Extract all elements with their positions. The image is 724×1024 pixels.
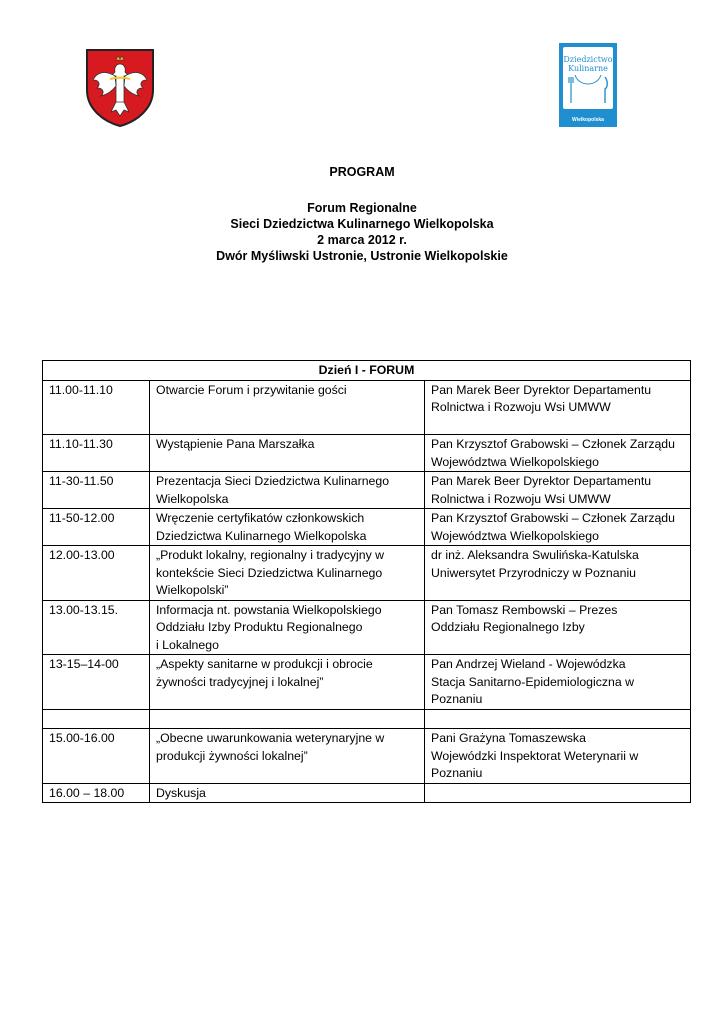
speaker-cell <box>425 435 691 472</box>
speaker-line: Pan Krzysztof Grabowski – Członek Zarządu <box>431 437 675 451</box>
time-cell <box>43 600 150 655</box>
topic-line: „Produkt lokalny, regionalny i tradycyjny w <box>156 548 385 562</box>
speaker-line: Poznaniu <box>431 692 483 706</box>
table-row <box>43 655 691 710</box>
table-row <box>43 709 691 729</box>
topic-line: Wielkopolski” <box>156 583 229 597</box>
speaker-line: Pan Andrzej Wieland - Wojewódzka <box>431 657 626 671</box>
speaker-line: dr inż. Aleksandra Swulińska-Katulska <box>431 548 639 562</box>
topic-line: „Aspekty sanitarne w produkcji i obrocie <box>156 657 373 671</box>
speaker-cell <box>425 709 691 729</box>
time-cell <box>43 655 150 710</box>
speaker-line: Pan Marek Beer Dyrektor Departamentu <box>431 382 652 397</box>
topic-line: Otwarcie Forum i przywitanie gości <box>156 382 347 397</box>
speaker-line: Rolnictwa i Rozwoju Wsi UMWW <box>431 491 611 506</box>
time-cell <box>43 729 150 784</box>
speaker-line <box>431 711 684 729</box>
time-cell <box>43 546 150 601</box>
topic-line: Informacja nt. powstania Wielkopolskiego <box>156 602 382 617</box>
topic-cell <box>150 380 425 435</box>
topic-cell <box>150 435 425 472</box>
time-cell <box>43 783 150 803</box>
time-cell <box>43 709 150 729</box>
topic-cell <box>150 472 425 509</box>
speaker-cell <box>425 600 691 655</box>
time-text: 16.00 – 18.00 <box>49 785 125 800</box>
logo-line-3: Wielkopolska <box>572 117 604 123</box>
time-text: 13-15–14-00 <box>49 657 119 671</box>
logo-panel <box>563 47 613 109</box>
topic-line: „Obecne uwarunkowania weterynaryjne w <box>156 731 385 745</box>
speaker-cell <box>425 729 691 784</box>
topic-line: Dyskusja <box>156 785 206 800</box>
topic-cell <box>150 729 425 784</box>
event-place: Dwór Myśliwski Ustronie, Ustronie Wielkopolskie <box>216 249 508 263</box>
speaker-line: Województwa Wielkopolskiego <box>431 454 599 469</box>
speaker-line <box>431 417 684 435</box>
topic-line: Wręczenie certyfikatów członkowskich <box>156 511 365 525</box>
time-cell <box>43 380 150 435</box>
table-row <box>43 546 691 601</box>
topic-line: i Lokalnego <box>156 637 219 652</box>
table-row <box>43 783 691 803</box>
speaker-cell <box>425 509 691 546</box>
speaker-line: Poznaniu <box>431 766 483 780</box>
topic-cell <box>150 546 425 601</box>
topic-cell <box>150 600 425 655</box>
time-cell <box>43 509 150 546</box>
time-text: 11-50-12.00 <box>49 511 115 525</box>
speaker-line: Rolnictwa i Rozwoju Wsi UMWW <box>431 400 611 414</box>
speaker-line: Pan Krzysztof Grabowski – Członek Zarządu <box>431 511 675 525</box>
event-network: Sieci Dziedzictwa Kulinarnego Wielkopolska <box>230 217 494 231</box>
event-info <box>0 200 724 264</box>
speaker-line: Pani Grażyna Tomaszewska <box>431 731 586 745</box>
topic-cell <box>150 509 425 546</box>
speaker-line: Pan Tomasz Rembowski – Prezes <box>431 602 618 617</box>
topic-line: Dziedzictwa Kulinarnego Wielkopolska <box>156 528 367 543</box>
speaker-line <box>431 785 684 803</box>
speaker-line: Województwa Wielkopolskiego <box>431 528 599 543</box>
topic-line: żywności tradycyjnej i lokalnej” <box>156 674 324 689</box>
speaker-cell <box>425 655 691 710</box>
speaker-cell <box>425 472 691 509</box>
speaker-line: Stacja Sanitarno-Epidemiologiczna w <box>431 674 635 689</box>
speaker-line: Uniwersytet Przyrodniczy w Poznaniu <box>431 565 637 580</box>
speaker-cell <box>425 546 691 601</box>
event-date: 2 marca 2012 r. <box>317 233 407 247</box>
topic-line: Prezentacja Sieci Dziedzictwa Kulinarnego <box>156 474 390 488</box>
dziedzictwo-kulinarne-logo <box>559 43 617 127</box>
document-title: PROGRAM <box>329 165 395 179</box>
coat-of-arms-logo <box>83 46 157 128</box>
day-header: Dzień I - FORUM <box>43 361 691 381</box>
speaker-cell <box>425 783 691 803</box>
topic-line: produkcji żywności lokalnej” <box>156 748 308 763</box>
table-row <box>43 729 691 784</box>
time-text: 15.00-16.00 <box>49 731 115 745</box>
table-row <box>43 380 691 435</box>
day-header-row <box>43 361 691 381</box>
topic-cell <box>150 783 425 803</box>
speaker-line: Oddziału Regionalnego Izby <box>431 620 585 634</box>
time-text: 13.00-13.15. <box>49 602 119 617</box>
topic-line: Oddziału Izby Produktu Regionalnego <box>156 620 363 634</box>
speaker-cell <box>425 380 691 435</box>
time-cell <box>43 472 150 509</box>
topic-cell <box>150 655 425 710</box>
topic-line: Wielkopolska <box>156 491 229 506</box>
topic-line: kontekście Sieci Dziedzictwa Kulinarnego <box>156 565 383 580</box>
table-row <box>43 509 691 546</box>
fork-knife-icon <box>563 47 613 109</box>
time-text: 12.00-13.00 <box>49 548 115 562</box>
table-row <box>43 435 691 472</box>
speaker-line: Wojewódzki Inspektorat Weterynarii w <box>431 748 639 763</box>
time-cell <box>43 435 150 472</box>
schedule-table <box>42 360 691 803</box>
topic-cell <box>150 709 425 729</box>
table-row <box>43 600 691 655</box>
time-text: 11-30-11.50 <box>49 474 114 488</box>
table-row <box>43 472 691 509</box>
topic-line: Wystąpienie Pana Marszałka <box>156 437 315 451</box>
logo-line-2: Kulinarne <box>568 64 608 73</box>
topic-line <box>156 711 418 729</box>
logo-line-1: Dziedzictwo <box>563 55 613 64</box>
speaker-line: Pan Marek Beer Dyrektor Departamentu <box>431 474 652 488</box>
time-text: 11.00-11.10 <box>49 382 113 397</box>
time-text: 11.10-11.30 <box>49 437 113 451</box>
event-name: Forum Regionalne <box>307 201 417 215</box>
